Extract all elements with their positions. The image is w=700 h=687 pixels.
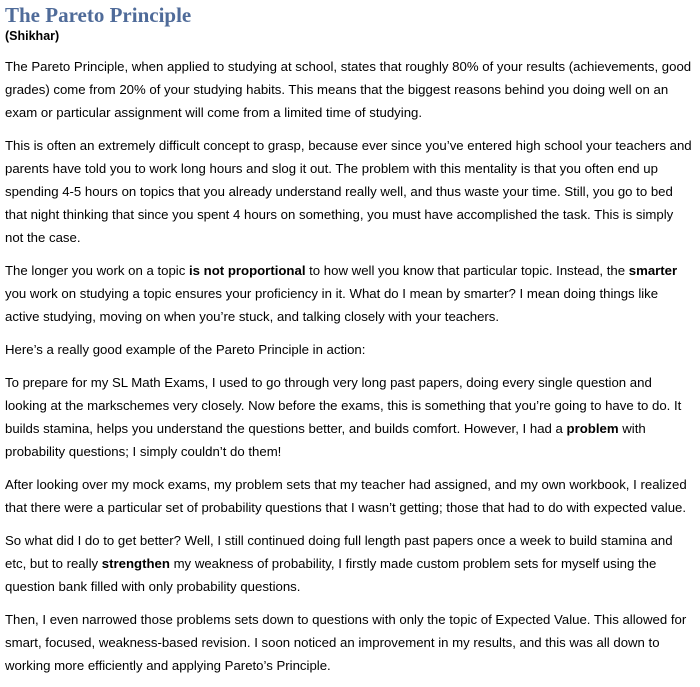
bold-strengthen: strengthen <box>101 556 170 571</box>
paragraph-4: Here’s a really good example of the Pareto Principle in action: <box>5 342 366 357</box>
paragraph-8: Then, I even narrowed those problems sets down to questions with only the topic of Expected Value. This allowed for smart, focused, weakness-based revision. I soon noticed an improvement in my results, and this was all down to working more efficiently and applying Pareto’s Principle. <box>5 612 687 673</box>
paragraph-7-text-a: So what did I do to get better? Well, I still continued doing full length past papers once a week to build stamina and etc, but to really <box>5 533 673 571</box>
paragraph-5-text-c: with probability questions; I simply couldn’t do them! <box>5 421 646 459</box>
paragraph-3-text-a: The longer you work on a topic <box>5 263 189 278</box>
paragraph-1: The Pareto Principle, when applied to studying at school, states that roughly 80% of your results (achievements, good grades) come from 20% of your studying habits. This means that the biggest reasons behind you doing well on an exam or particular assignment will come from a limited time of studying. <box>5 59 692 120</box>
paragraph-2: This is often an extremely difficult concept to grasp, because ever since you’ve entered high school your teachers and parents have told you to work long hours and slog it out. The problem with this mentality is that you often end up spending 4-5 hours on topics that you already understand really well, and thus waste your time. Still, you go to bed that night thinking that since you spent 4 hours on something, you must have accomplished the task. This is simply not the case. <box>5 138 692 245</box>
paragraph-7 <box>5 529 694 598</box>
paragraph-6: After looking over my mock exams, my problem sets that my teacher had assigned, and my own workbook, I realized that there were a particular set of probability questions that I wasn’t getting; those that had to do with expected value. <box>5 477 687 515</box>
paragraph-3-text-c: to how well you know that particular topic. Instead, the <box>305 263 629 278</box>
paragraph-3 <box>5 259 694 328</box>
document-title: The Pareto Principle <box>5 3 192 27</box>
paragraph-5-text-a: To prepare for my SL Math Exams, I used to go through very long past papers, doing every single question and looking at the markschemes very closely. Now before the exams, this is something that you’re going to have to do. It builds stamina, helps you understand the questions better, and builds comfort. However, I had a <box>5 375 682 436</box>
author-byline: (Shikhar) <box>5 29 60 43</box>
paragraph-5 <box>5 371 694 463</box>
bold-problem: problem <box>566 421 619 436</box>
paragraph-3-text-d: you work on studying a topic ensures your proficiency in it. What do I mean by smarter? I mean doing things like active studying, moving on when you’re stuck, and talking closely with your teachers. <box>5 286 659 324</box>
bold-is-not-proportional: is not proportional <box>189 263 306 278</box>
bold-smarter: smarter <box>628 263 678 278</box>
paragraph-7-text-c: my weakness of probability, I firstly made custom problem sets for myself using the question bank filled with only probability questions. <box>5 556 657 594</box>
